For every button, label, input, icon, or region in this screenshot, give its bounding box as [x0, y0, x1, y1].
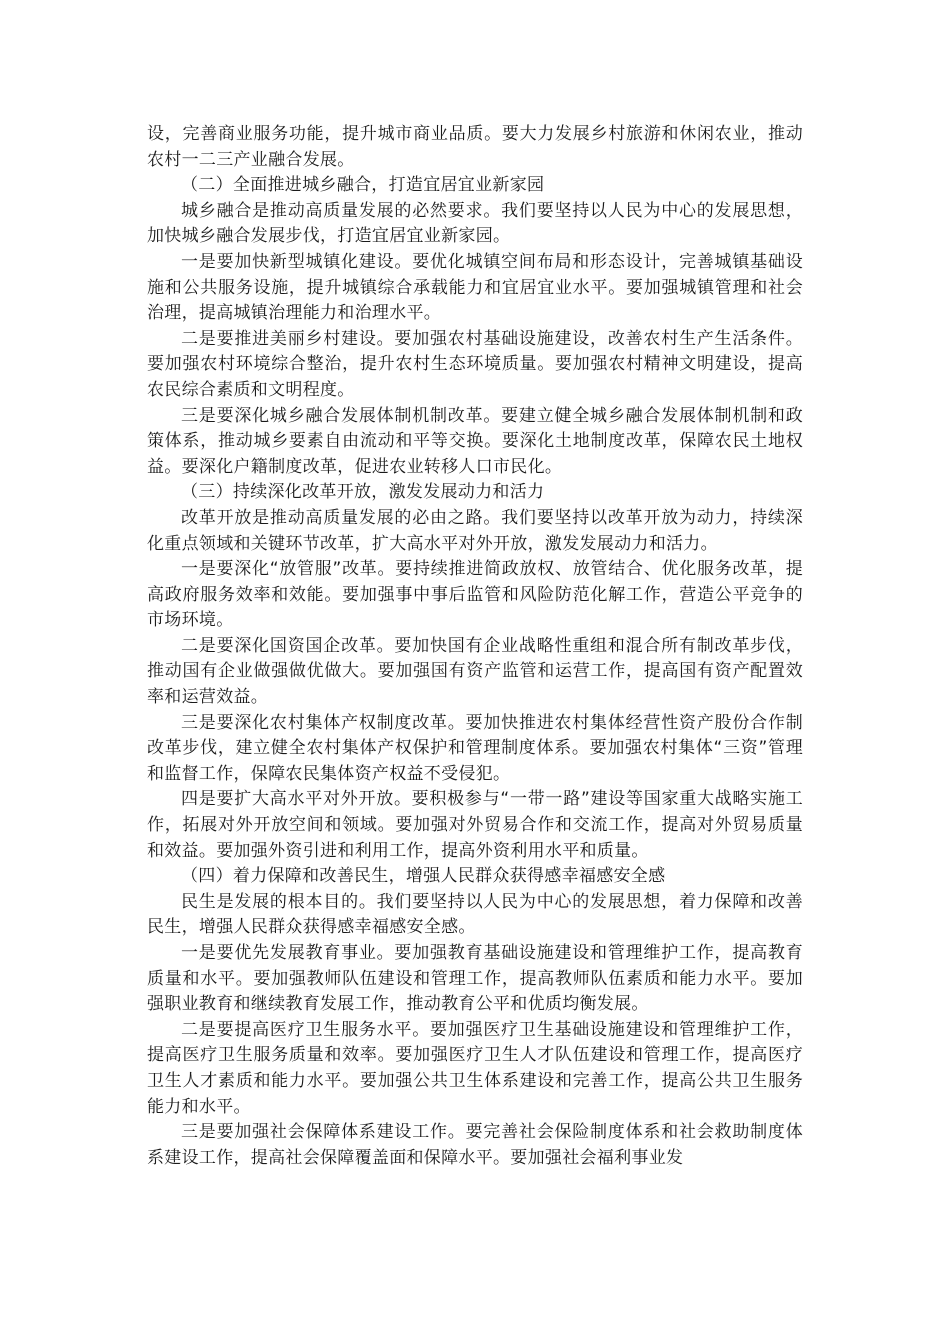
paragraph-continuation: 设，完善商业服务功能，提升城市商业品质。要大力发展乡村旅游和休闲农业，推动农村一二三产业融合发展。	[147, 124, 803, 170]
paragraph: 二是要推进美丽乡村建设。要加强农村基础设施建设，改善农村生产生活条件。要加强农村环境综合整治，提升农村生态环境质量。要加强农村精神文明建设，提高农民综合素质和文明程度。	[147, 328, 803, 400]
paragraph: 改革开放是推动高质量发展的必由之路。我们要坚持以改革开放为动力，持续深化重点领域和关键环节改革，扩大高水平对外开放，激发发展动力和活力。	[147, 507, 803, 554]
paragraph: 城乡融合是推动高质量发展的必然要求。我们要坚持以人民为中心的发展思想，加快城乡融合发展步伐，打造宜居宜业新家园。	[147, 200, 803, 247]
paragraph: 三是要深化城乡融合发展体制机制改革。要建立健全城乡融合发展体制机制和政策体系，推动城乡要素自由流动和平等交换。要深化土地制度改革，保障农民土地权益。要深化户籍制度改革，促进农业转移人口市民化。	[147, 405, 803, 477]
paragraph: 三是要深化农村集体产权制度改革。要加快推进农村集体经营性资产股份合作制改革步伐，建立健全农村集体产权保护和管理制度体系。要加强农村集体“三资”管理和监督工作，保障农民集体资产权益不受侵犯。	[147, 712, 803, 784]
paragraph: 二是要提高医疗卫生服务水平。要加强医疗卫生基础设施建设和管理维护工作，提高医疗卫生服务质量和效率。要加强医疗卫生人才队伍建设和管理工作，提高医疗卫生人才素质和能力水平。要加强公共卫生体系建设和完善工作，提高公共卫生服务能力和水平。	[147, 1019, 803, 1117]
paragraph: 四是要扩大高水平对外开放。要积极参与“一带一路”建设等国家重大战略实施工作，拓展对外开放空间和领域。要加强对外贸易合作和交流工作，提高对外贸易质量和效益。要加强外资引进和利用工作，提高外资利用水平和质量。	[147, 789, 803, 861]
paragraph: 一是要加快新型城镇化建设。要优化城镇空间布局和形态设计，完善城镇基础设施和公共服务设施，提升城镇综合承载能力和宜居宜业水平。要加强城镇管理和社会治理，提高城镇治理能力和治理水平。	[147, 251, 803, 324]
paragraph: 一是要深化“放管服”改革。要持续推进简政放权、放管结合、优化服务改革，提高政府服务效率和效能。要加强事中事后监管和风险防范化解工作，营造公平竞争的市场环境。	[147, 559, 803, 631]
paragraph: 三是要加强社会保障体系建设工作。要完善社会保险制度体系和社会救助制度体系建设工作，提高社会保障覆盖面和保障水平。要加强社会福利事业发	[147, 1122, 803, 1168]
section-heading-4: （四）着力保障和改善民生，增强人民群众获得感幸福感安全感	[181, 866, 666, 887]
paragraph: 二是要深化国资国企改革。要加快国有企业战略性重组和混合所有制改革步伐，推动国有企业做强做优做大。要加强国有资产监管和运营工作，提高国有资产配置效率和运营效益。	[147, 635, 803, 708]
paragraph: 民生是发展的根本目的。我们要坚持以人民为中心的发展思想，着力保障和改善民生，增强人民群众获得感幸福感安全感。	[147, 891, 803, 938]
paragraph: 一是要优先发展教育事业。要加强教育基础设施建设和管理维护工作，提高教育质量和水平。要加强教师队伍建设和管理工作，提高教师队伍素质和能力水平。要加强职业教育和继续教育发展工作，推动教育公平和优质均衡发展。	[147, 943, 803, 1015]
section-heading-3: （三）持续深化改革开放，激发发展动力和活力	[181, 482, 545, 503]
document-page	[147, 122, 803, 1171]
section-heading-2: （二）全面推进城乡融合，打造宜居宜业新家园	[181, 175, 545, 196]
